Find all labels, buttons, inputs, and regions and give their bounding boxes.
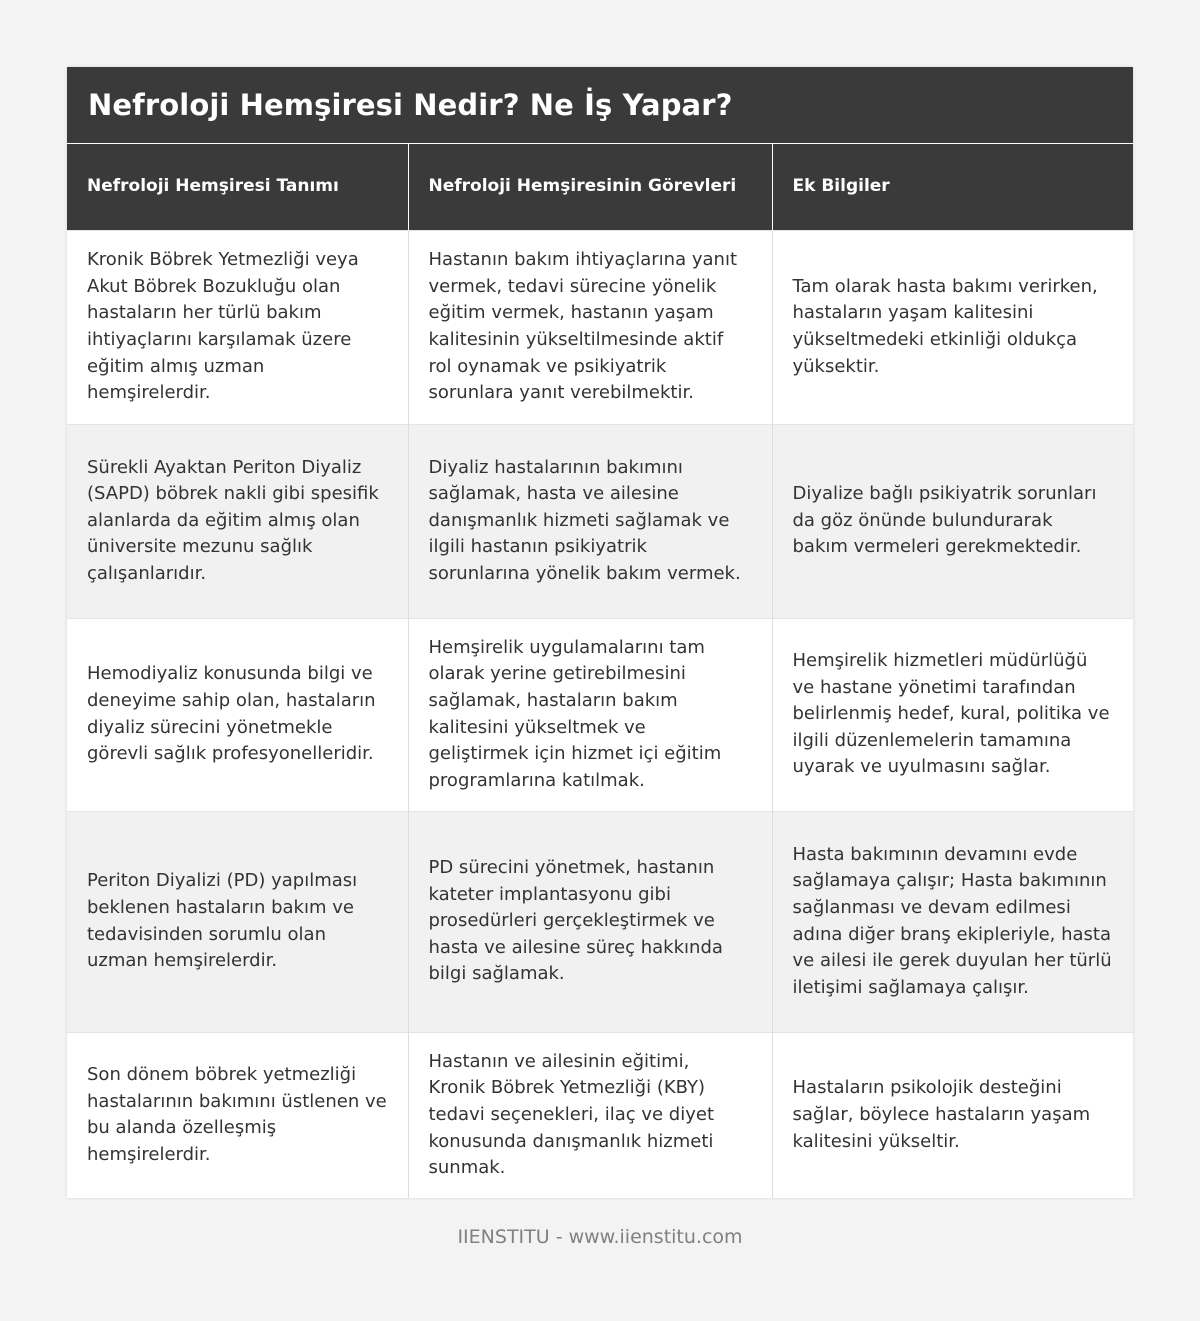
table-cell-definition: Son dönem böbrek yetmezliği hastalarının bakımını üstlenen ve bu alanda özelleşmiş hemşirelerdir. [67,1032,408,1198]
table-row [67,1032,1133,1198]
table-cell-additional-info: Hasta bakımının devamını evde sağlamaya çalışır; Hasta bakımının sağlanması ve devam edilmesi adına diğer branş ekipleriyle, hasta ve ailesi ile gerek duyulan her türlü iletişimi sağlamaya çalışır. [772,811,1133,1032]
table-cell-definition: Kronik Böbrek Yetmezliği veya Akut Böbrek Bozukluğu olan hastaların her türlü bakım ihtiyaçlarını karşılamak üzere eğitim almış uzman hemşirelerdir. [67,230,408,424]
table-row [67,811,1133,1032]
column-header-duties: Nefroloji Hemşiresinin Görevleri [408,144,772,230]
info-table [67,144,1133,1198]
table-cell-duties: Hastanın bakım ihtiyaçlarına yanıt vermek, tedavi sürecine yönelik eğitim vermek, hastanın yaşam kalitesinin yükseltilmesinde aktif rol oynamak ve psikiyatrik sorunlara yanıt verebilmektir. [408,230,772,424]
table-cell-duties: Diyaliz hastalarının bakımını sağlamak, hasta ve ailesine danışmanlık hizmeti sağlamak ve ilgili hastanın psikiyatrik sorunlarına yönelik bakım vermek. [408,424,772,618]
table-cell-duties: PD sürecini yönetmek, hastanın kateter implantasyonu gibi prosedürleri gerçekleştirmek ve hasta ve ailesine süreç hakkında bilgi sağlamak. [408,811,772,1032]
table-header-row [67,144,1133,230]
table-cell-definition: Sürekli Ayaktan Periton Diyaliz (SAPD) böbrek nakli gibi spesifik alanlarda da eğitim almış olan üniversite mezunu sağlık çalışanlarıdır. [67,424,408,618]
table-row [67,424,1133,618]
table-cell-duties: Hemşirelik uygulamalarını tam olarak yerine getirebilmesini sağlamak, hastaların bakım kalitesini yükseltmek ve geliştirmek için hizmet içi eğitim programlarına katılmak. [408,618,772,811]
table-cell-additional-info: Hemşirelik hizmetleri müdürlüğü ve hastane yönetimi tarafından belirlenmiş hedef, kural, politika ve ilgili düzenlemelerin tamamına uyarak ve uyulmasını sağlar. [772,618,1133,811]
table-cell-additional-info: Tam olarak hasta bakımı verirken, hastaların yaşam kalitesini yükseltmedeki etkinliği oldukça yüksektir. [772,230,1133,424]
page-title: Nefroloji Hemşiresi Nedir? Ne İş Yapar? [88,88,733,122]
footer-credit: IIENSTITU - www.iienstitu.com [457,1226,743,1248]
table-cell-definition: Hemodiyaliz konusunda bilgi ve deneyime sahip olan, hastaların diyaliz sürecini yönetmekle görevli sağlık profesyonelleridir. [67,618,408,811]
title-bar [67,67,1133,144]
table-row [67,230,1133,424]
table-cell-additional-info: Hastaların psikolojik desteğini sağlar, böylece hastaların yaşam kalitesini yükseltir. [772,1032,1133,1198]
content-card [67,67,1133,1198]
table-row [67,618,1133,811]
table-cell-definition: Periton Diyalizi (PD) yapılması beklenen hastaların bakım ve tedavisinden sorumlu olan uzman hemşirelerdir. [67,811,408,1032]
column-header-additional-info: Ek Bilgiler [772,144,1133,230]
table-cell-duties: Hastanın ve ailesinin eğitimi, Kronik Böbrek Yetmezliği (KBY) tedavi seçenekleri, ilaç ve diyet konusunda danışmanlık hizmeti sunmak. [408,1032,772,1198]
column-header-definition: Nefroloji Hemşiresi Tanımı [67,144,408,230]
table-cell-additional-info: Diyalize bağlı psikiyatrik sorunları da göz önünde bulundurarak bakım vermeleri gerekmektedir. [772,424,1133,618]
